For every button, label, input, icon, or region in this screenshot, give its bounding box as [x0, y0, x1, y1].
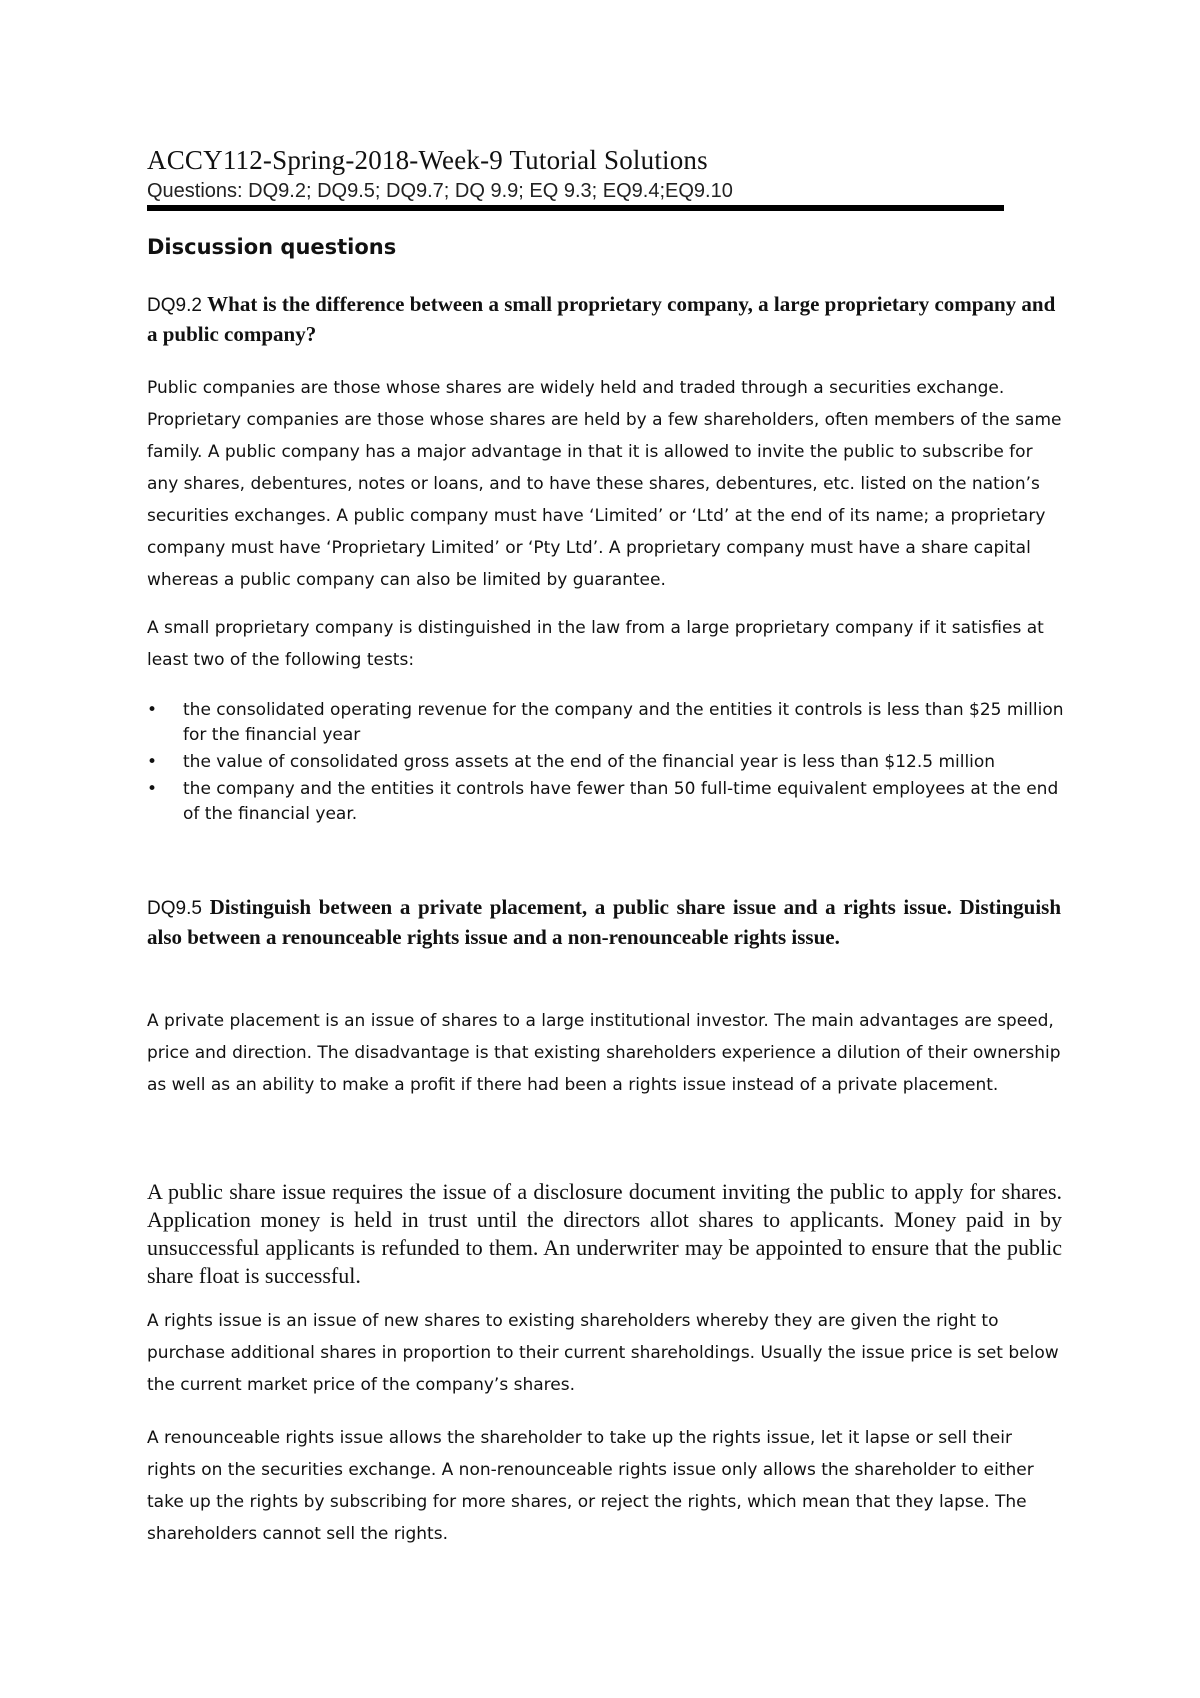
- bullet-icon: •: [147, 752, 158, 772]
- list-item: [147, 777, 1067, 827]
- section-heading: Discussion questions: [147, 235, 397, 259]
- answer-paragraph: Public companies are those whose shares are widely held and traded through a securities exchange. Proprietary companies are those whose shares are held by a few shareholders, often members of the same family. A public company has a major advantage in that it is allowed to invite the public to subscribe for any shares, debentures, notes or loans, and to have these shares, debentures, etc. listed on the nation’s securities exchanges. A public company must have ‘Limited’ or ‘Ltd’ at the end of its name; a proprietary company must have ‘Proprietary Limited’ or ‘Pty Ltd’. A proprietary company must have a share capital whereas a public company can also be limited by guarantee.: [147, 378, 1062, 590]
- answer-paragraph: A public share issue requires the issue of a disclosure document inviting the public to apply for shares. Application money is held in trust until the directors allot shares to applicants. Money paid in by unsuccessful applicants is refunded to them. An underwriter may be appointed to ensure that the public share float is successful.: [147, 1179, 1062, 1288]
- bullet-icon: •: [147, 700, 158, 720]
- answer-paragraph: A renounceable rights issue allows the shareholder to take up the rights issue, let it lapse or sell their rights on the securities exchange. A non-renounceable rights issue only allows the shareholder to either take up the rights by subscribing for more shares, or reject the rights, which mean that they lapse. The shareholders cannot sell the rights.: [147, 1428, 1034, 1544]
- answer-paragraph: A rights issue is an issue of new shares to existing shareholders whereby they are given the right to purchase additional shares in proportion to their current shareholdings. Usually the issue price is set below the current market price of the company’s shares.: [147, 1311, 1059, 1395]
- header-divider: [147, 205, 1004, 211]
- question-number: DQ9.5: [147, 898, 202, 919]
- document-title: ACCY112-Spring-2018-Week-9 Tutorial Solutions: [147, 145, 708, 175]
- list-item-text: the company and the entities it controls have fewer than 50 full-time equivalent employees at the end of the financial year.: [183, 779, 1059, 824]
- question-text: What is the difference between a small proprietary company, a large proprietary company and a public company?: [147, 292, 1056, 346]
- list-item: [147, 750, 1067, 775]
- answer-paragraph: A private placement is an issue of shares to a large institutional investor. The main advantages are speed, price and direction. The disadvantage is that existing shareholders experience a dilution of their ownership as well as an ability to make a profit if there had been a rights issue instead of a private placement.: [147, 1011, 1061, 1095]
- questions-list: Questions: DQ9.2; DQ9.5; DQ9.7; DQ 9.9; EQ 9.3; EQ9.4;EQ9.10: [147, 180, 733, 202]
- list-item-text: the value of consolidated gross assets at the end of the financial year is less than $12.5 million: [183, 752, 996, 772]
- list-item: [147, 698, 1067, 748]
- question-text: Distinguish between a private placement, a public share issue and a rights issue. Distinguish also between a renounceable rights issue and a non-renounceable rights issue.: [147, 895, 1062, 949]
- list-item-text: the consolidated operating revenue for the company and the entities it controls is less than $25 million for the financial year: [183, 700, 1064, 745]
- answer-paragraph: A small proprietary company is distinguished in the law from a large proprietary company if it satisfies at least two of the following tests:: [147, 618, 1044, 670]
- tests-list: [147, 698, 1067, 829]
- question-number: DQ9.2: [147, 295, 202, 316]
- question-dq9-2: [147, 290, 1057, 349]
- bullet-icon: •: [147, 779, 158, 799]
- question-dq9-5: [147, 893, 1061, 952]
